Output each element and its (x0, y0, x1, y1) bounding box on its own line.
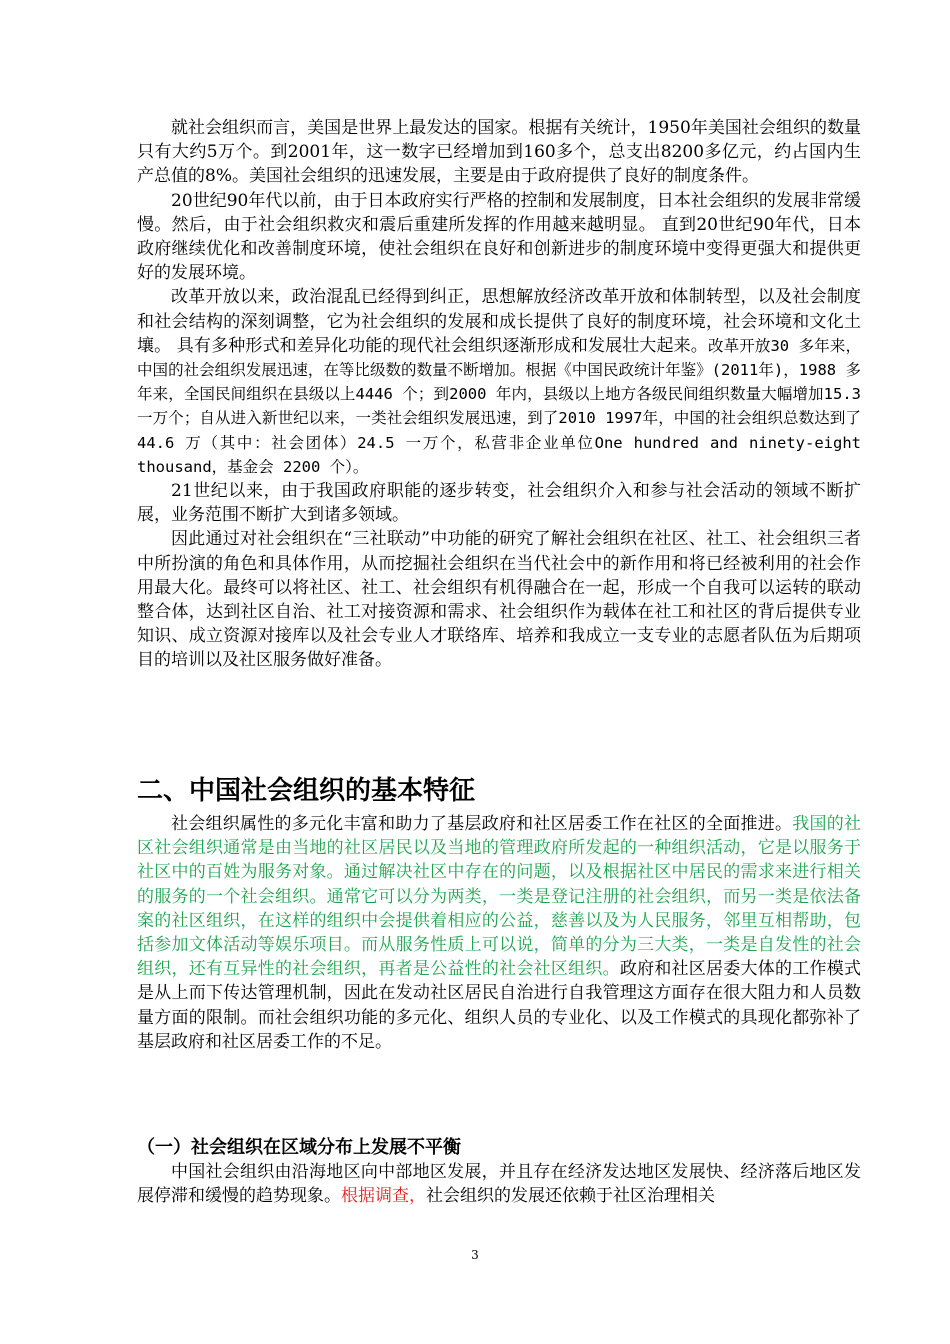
paragraph-21st-century: 21世纪以来，由于我国政府职能的逐步转变，社会组织介入和参与社会活动的领域不断扩展，业务范围不断扩大到诸多领域。 (137, 481, 861, 526)
regional-highlight: 根据调查， (341, 1186, 426, 1207)
paragraph-reform (137, 285, 861, 479)
subsection-heading: （一）社会组织在区域分布上发展不平衡 (137, 1137, 461, 1158)
paragraph-us-organizations: 就社会组织而言，美国是世界上最发达的国家。根据有关统计，1950年美国社会组织的数量只有大约5万个。到2001年，这一数字已经增加到160多个，总支出8200多亿元，约占国内生产总值的8%。美国社会组织的迅速发展，主要是由于政府提供了良好的制度条件。 (137, 118, 861, 187)
body-text-subsection (137, 1160, 861, 1208)
regional-text-part2: 社会组织的发展还依赖于社区治理相关 (426, 1186, 715, 1207)
page-number: 3 (471, 1248, 479, 1262)
section-heading: 二、中国社会组织的基本特征 (137, 776, 476, 806)
characteristics-rest: 政府和社区居委大体的工作模式是从上而下传达管理机制，因此在发动社区居民自治进行自我管理这方面存在很大阻力和人员数量方面的限制。而社会组织功能的多元化、组织人员的专业化、以及工作模式的具现化都弥补了基层政府和社区居委工作的不足。 (137, 959, 861, 1052)
paragraph-regional-imbalance (137, 1160, 861, 1208)
body-text-top (137, 116, 861, 673)
paragraph-characteristics (137, 812, 861, 1054)
paragraph-three-social-linkage: 因此通过对社会组织在“三社联动”中功能的研究了解社会组织在社区、社工、社会组织三者中所扮演的角色和具体作用，从而挖掘社会组织在当代社会中的新作用和将已经被利用的社会作用最大化。最终可以将社区、社工、社会组织有机得融合在一起，形成一个自我可以运转的联动整合体，达到社区自治、社工对接资源和需求、社会组织作为载体在社工和社区的背后提供专业知识、成立资源对接库以及社会专业人才联络库、培养和我成立一支专业的志愿者队伍为后期项目的培训以及社区服务做好准备。 (137, 529, 861, 671)
reform-text-part1: 改革开放以来，政治混乱已经得到纠正，思想解放经济改革开放和体制转型，以及社会制度和社会结构的深刻调整，它为社会组织的发展和成长提供了良好的制度环境，社会环境和文化土壤。 具有多种形式和差异化功能的现代社会组织逐渐形成和发展壮大起来。 (137, 287, 861, 356)
characteristics-highlight: 我国的社区社会组织通常是由当地的社区居民以及当地的管理政府所发起的一种组织活动，它是以服务于社区中的百姓为服务对象。通过解决社区中存在的问题，以及根据社区中居民的需求来进行相关的服务的一个社会组织。通常它可以分为两类，一类是登记注册的社会组织，而另一类是依法备案的社区组织，在这样的组织中会提供着相应的公益，慈善以及为人民服务，邻里互相帮助，包括参加文体活动等娱乐项目。而从服务性质上可以说，简单的分为三大类，一类是自发性的社会组织，还有互异性的社会组织，再者是公益性的社会社区组织。 (137, 814, 862, 980)
body-text-section (137, 812, 861, 1054)
reform-text-statistics: 改革开放30 多年来，中国的社会组织发展迅速，在等比级数的数量不断增加。根据《中国民政统计年鉴》(2011年)，1988 多年来，全国民间组织在县级以上4446 个；到2000 年内，县级以上地方各级民间组织数量大幅增加15.3 一万个；自从进入新世纪以来，一类社会组织发展迅速，到了2010 1997年，中国的社会组织总数达到了44.6 万（其中：社会团体）24.5 一万个，私营非企业单位One hundred and ninety-eight thousand，基金会 2200 个）。 (137, 336, 861, 476)
regional-text-part1: 中国社会组织由沿海地区向中部地区发展，并且存在经济发达地区发展快、经济落后地区发展停滞和缓慢的趋势现象。 (137, 1162, 861, 1207)
characteristics-intro: 社会组织属性的多元化丰富和助力了基层政府和社区居委工作在社区的全面推进。 (171, 814, 793, 834)
paragraph-japan-organizations: 20世纪90年代以前，由于日本政府实行严格的控制和发展制度，日本社会组织的发展非常缓慢。然后，由于社会组织救灾和震后重建所发挥的作用越来越明显。 直到20世纪90年代，日本政府继续优化和改善制度环境，使社会组织在良好和创新进步的制度环境中变得更强大和提供更好的发展环境。 (137, 190, 861, 284)
